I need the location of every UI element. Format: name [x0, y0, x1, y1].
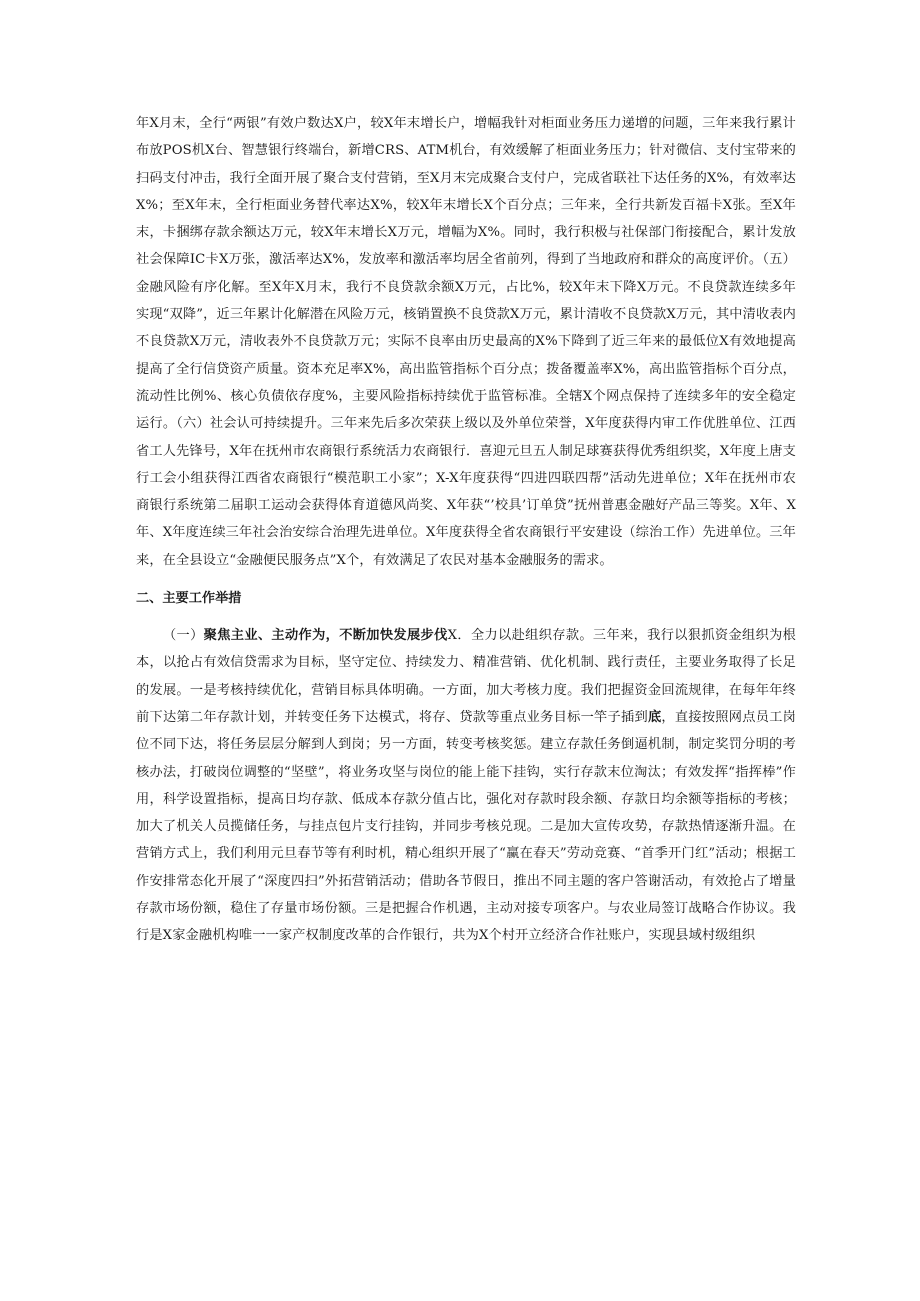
paragraph-2-text-b: ，直接按照网点员工岗位不同下达，将任务层层分解到人到岗；另一方面，转变考核奖惩。建立存款任务倒逼机制，制定奖罚分明的考核办法，打破岗位调整的“坚壁”，将业务攻坚与岗位的能上能下挂钩，实行存款末位淘汰；有效发挥“指挥棒”作用，科学设置指标，提高日均存款、低成本存款分值占比，强化对存款时段余额、存款日均余额等指标的考核；加大了机关人员揽储任务，与挂点包片支行挂钩，并同步考核兑现。二是加大宣传攻势，存款热情逐渐升温。在营销方式上，我们利用元旦春节等有利时机，精心组织开展了“赢在春天”劳动竞赛、“首季开门红”活动；根据工作安排常态化开展了“深度四扫”外拓营销活动；借助各节假日，推出不同主题的客户答谢活动，有效抢占了增量存款市场份额，稳住了存量市场份额。三是把握合作机遇，主动对接专项客户。与农业局签订战略合作协议。我行是X家金融机构唯一一家产权制度改革的合作银行，共为X个村开立经济合作社账户，实现县域村级组织 — [136, 709, 797, 944]
section-heading: 二、主要工作举措 — [136, 591, 242, 607]
paragraph-2-bold-char: 底 — [647, 709, 662, 725]
body-paragraph-2 — [136, 622, 796, 950]
document-page — [136, 110, 796, 950]
body-paragraph-1: 年X月末，全行“两银”有效户数达X户，较X年末增长户，增幅我针对柜面业务压力递增的问题，三年来我行累计布放POS机X台、智慧银行终端台，新增CRS、ATM机台，有效缓解了柜面业务压力；针对微信、支付宝带来的扫码支付冲击，我行全面开展了聚合支付营销，至X月末完成聚合支付户，完成省联社下达任务的X%，有效率达X%；至X年末，全行柜面业务替代率达X%，较X年末增长X个百分点；三年来，全行共新发百福卡X张。至X年末，卡捆绑存款余额达万元，较X年末增长X万元，增幅为X%。同时，我行积极与社保部门衔接配合，累计发放社会保障IC卡X万张，激活率达X%，发放率和激活率均居全省前列，得到了当地政府和群众的高度评价。（五）金融风险有序化解。至X年X月末，我行不良贷款余额X万元，占比%，较X年末下降X万元。不良贷款连续多年实现“双降”，近三年累计化解潜在风险万元，核销置换不良贷款X万元，累计清收不良贷款X万元，其中清收表内不良贷款X万元，清收表外不良贷款万元；实际不良率由历史最高的X%下降到了近三年来的最低位X有效地提高提高了全行信贷资产质量。资本充足率X%，高出监管指标个百分点；拨备覆盖率X%，高出监管指标个百分点，流动性比例%、核心负债依存度%，主要风险指标持续优于监管标准。全辖X个网点保持了连续多年的安全稳定运行。（六）社会认可持续提升。三年来先后多次荣获上级以及外单位荣誉，X年度获得内审工作优胜单位、江西省工人先锋号，X年在抚州市农商银行系统活力农商银行．喜迎元旦五人制足球赛获得优秀组织奖，X年度上唐支行工会小组获得江西省农商银行“模范职工小家”；X-X年度获得“四进四联四帮”活动先进单位；X年在抚州市农商银行系统第二届职工运动会获得体育道德风尚奖、X年获“’校具’订单贷”抚州普惠金融好产品三等奖。X年、X年、X年度连续三年社会治安综合治理先进单位。X年度获得全省农商银行平安建设（综治工作）先进单位。三年来，在全县设立“金融便民服务点”X个，有效满足了农民对基本金融服务的需求。 — [136, 116, 796, 568]
subsection-title: 聚焦主业、主动作为，不断加快发展步伐 — [203, 628, 448, 644]
subsection-prefix: （一） — [163, 628, 204, 644]
paragraph-2-text-a: X．全力以赴组织存款。三年来，我行以狠抓资金组织为根本，以抢占有效信贷需求为目标，坚守定位、持续发力、精准营销、优化机制、践行责任，主要业务取得了长足的发展。一是考核持续优化，营销目标具体明确。一方面，加大考核力度。我们把握资金回流规律，在每年年终前下达第二年存款计划，并转变任务下达模式，将存、贷款等重点业务目标一竿子插到 — [136, 628, 797, 725]
